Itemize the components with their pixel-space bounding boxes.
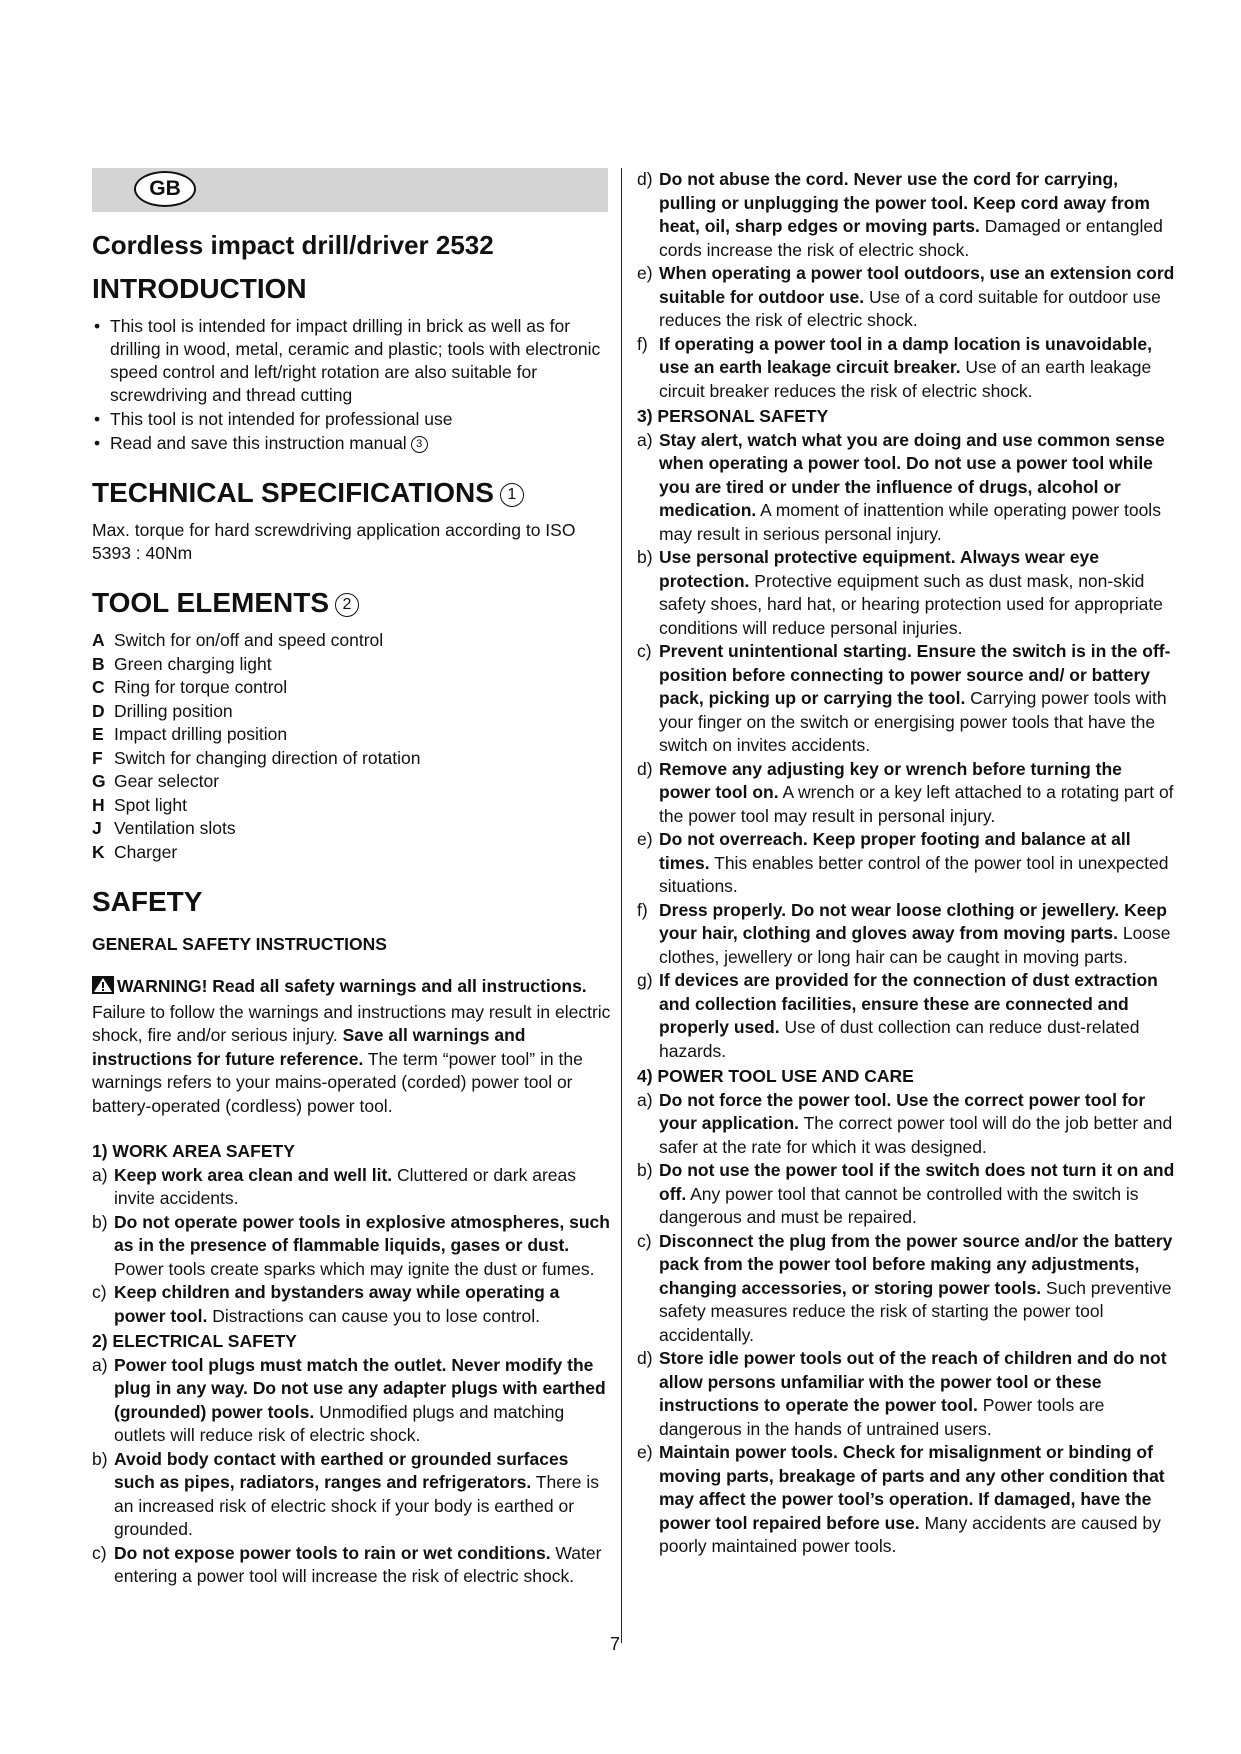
warning-paragraph: WARNING! Read all safety warnings and all instructions. Failure to follow the warnings and instructions may result in electric shock, fire and/or serious injury. Save all warnings and instructions for future reference. The term “power tool” in the warnings refers to your mains-operated (corded) power tool or battery-operated (cordless) power tool.: [92, 976, 611, 1116]
list-item: c) Keep children and bystanders away while operating a power tool. Distractions can cause you to lose control.: [92, 1282, 560, 1326]
specs-heading: TECHNICAL SPECIFICATIONS 1: [92, 477, 612, 509]
specs-text: Max. torque for hard screwdriving application according to ISO 5393 : 40Nm: [92, 520, 576, 563]
introduction-heading: INTRODUCTION: [92, 273, 307, 304]
list-item: E Impact drilling position: [92, 724, 288, 744]
page-number: 7: [610, 1634, 621, 1654]
list-item: f) If operating a power tool in a damp location is unavoidable, use an earth leakage circuit breaker. Use of an earth leakage circuit breaker reduces the risk of electric shock.: [637, 333, 1152, 401]
list-item: b) Avoid body contact with earthed or grounded surfaces such as pipes, radiators, ranges and refrigerators. There is an increased risk of electric shock if your body is earthed or grounded.: [92, 1448, 599, 1539]
list-item: e) When operating a power tool outdoors, use an extension cord suitable for outdoor use. Use of a cord suitable for outdoor use reduces the risk of electric shock.: [637, 263, 1175, 330]
right-column: [637, 168, 1177, 1559]
list-item: g) If devices are provided for the connection of dust extraction and collection facilities, ensure these are connected and properly used. Use of dust collection can reduce dust-related hazards.: [637, 970, 1158, 1061]
list-item: d) Remove any adjusting key or wrench before turning the power tool on. A wrench or a key left attached to a rotating part of the power tool may result in personal injury.: [637, 758, 1174, 826]
safety-heading: SAFETY: [92, 886, 203, 917]
list-item: F Switch for changing direction of rotation: [92, 747, 421, 768]
list-item: e) Do not overreach. Keep proper footing and balance at all times. This enables better control of the power tool in unexpected situations.: [637, 829, 1169, 896]
list-item: b) Use personal protective equipment. Always wear eye protection. Protective equipment such as dust mask, non-skid safety shoes, hard hat, or hearing protection used for appropriate conditions will reduce personal injuries.: [637, 547, 1163, 638]
list-item: J Ventilation slots: [92, 818, 236, 838]
list-item: • This tool is not intended for professional use: [94, 409, 453, 429]
list-item: D Drilling position: [92, 700, 233, 721]
list-item: d) Store idle power tools out of the reach of children and do not allow persons unfamiliar with the power tool or these instructions to operate the power tool. Power tools are dangerous in the hands of untrained users.: [637, 1348, 1167, 1439]
list-item: b) Do not use the power tool if the switch does not turn it on and off. Any power tool that cannot be controlled with the switch is dangerous and must be repaired.: [637, 1160, 1175, 1227]
list-item: a) Stay alert, watch what you are doing and use common sense when operating a power tool. Do not use a power tool while you are tired or under the influence of drugs, alcohol or medication. A moment of inattention while operating power tools may result in serious personal injury.: [637, 429, 1165, 544]
product-title: Cordless impact drill/driver 2532: [92, 230, 494, 260]
list-item: K Charger: [92, 841, 178, 862]
work-area-heading: 1) WORK AREA SAFETY: [92, 1141, 295, 1161]
electrical-safety-heading: 2) ELECTRICAL SAFETY: [92, 1331, 297, 1351]
list-item: c) Do not expose power tools to rain or wet conditions. Water entering a power tool will increase the risk of electric shock.: [92, 1542, 602, 1586]
tool-elements-list: [92, 629, 612, 864]
list-item: A Switch for on/off and speed control: [92, 630, 384, 650]
list-item: H Spot light: [92, 794, 187, 815]
list-item: c) Prevent unintentional starting. Ensure the switch is in the off-position before connecting to power source and/ or battery pack, picking up or carrying the tool. Carrying power tools with your finger on the switch or energising power tools that have the switch on invites accidents.: [637, 641, 1171, 755]
introduction-list: [92, 315, 612, 455]
list-item: a) Power tool plugs must match the outlet. Never modify the plug in any way. Do not use any adapter plugs with earthed (grounded) power tools. Unmodified plugs and matching outlets will reduce risk of electric shock.: [92, 1354, 606, 1445]
language-badge: GB: [134, 171, 196, 207]
column-divider: [621, 168, 622, 1643]
list-item: d) Do not abuse the cord. Never use the cord for carrying, pulling or unplugging the power tool. Keep cord away from heat, oil, sharp edges or moving parts. Damaged or entangled cords increase the risk of electric shock.: [637, 169, 1163, 260]
list-item: G Gear selector: [92, 771, 220, 791]
list-item: b) Do not operate power tools in explosive atmospheres, such as in the presence of flammable liquids, gases or dust. Power tools create sparks which may ignite the dust or fumes.: [92, 1211, 610, 1279]
tool-use-heading: 4) POWER TOOL USE AND CARE: [637, 1066, 914, 1086]
tool-elements-heading: TOOL ELEMENTS 2: [92, 587, 612, 619]
list-item: • Read and save this instruction manual 3: [92, 432, 612, 455]
language-bar: [92, 168, 608, 212]
list-item: f) Dress properly. Do not wear loose clothing or jewellery. Keep your hair, clothing and gloves away from moving parts. Loose clothes, jewellery or long hair can be caught in moving parts.: [637, 899, 1171, 967]
list-item: a) Keep work area clean and well lit. Cluttered or dark areas invite accidents.: [92, 1164, 577, 1208]
left-column: [92, 168, 612, 1589]
list-item: • This tool is intended for impact drilling in brick as well as for drilling in wood, metal, ceramic and plastic; tools with electronic speed control and left/right rotation are also suitable for screwdriving and thread cutting: [94, 316, 601, 405]
list-item: e) Maintain power tools. Check for misalignment or binding of moving parts, breakage of parts and any other condition that may affect the power tool’s operation. If damaged, have the power tool repaired before use. Many accidents are caused by poorly maintained power tools.: [637, 1442, 1165, 1556]
list-item: a) Do not force the power tool. Use the correct power tool for your application. The correct power tool will do the job better and safer at the rate for which it was designed.: [637, 1089, 1173, 1157]
warning-icon: [92, 976, 114, 1001]
personal-safety-heading: 3) PERSONAL SAFETY: [637, 406, 829, 426]
figure-ref-icon: 1: [500, 483, 524, 507]
list-item: C Ring for torque control: [92, 677, 288, 697]
figure-ref-icon: 3: [411, 436, 428, 453]
general-safety-subheading: GENERAL SAFETY INSTRUCTIONS: [92, 934, 387, 954]
figure-ref-icon: 2: [335, 593, 359, 617]
list-item: c) Disconnect the plug from the power source and/or the battery pack from the power tool before making any adjustments, changing accessories, or storing power tools. Such preventive safety measures reduce the risk of starting the power tool accidentally.: [637, 1230, 1173, 1345]
list-item: B Green charging light: [92, 653, 272, 674]
